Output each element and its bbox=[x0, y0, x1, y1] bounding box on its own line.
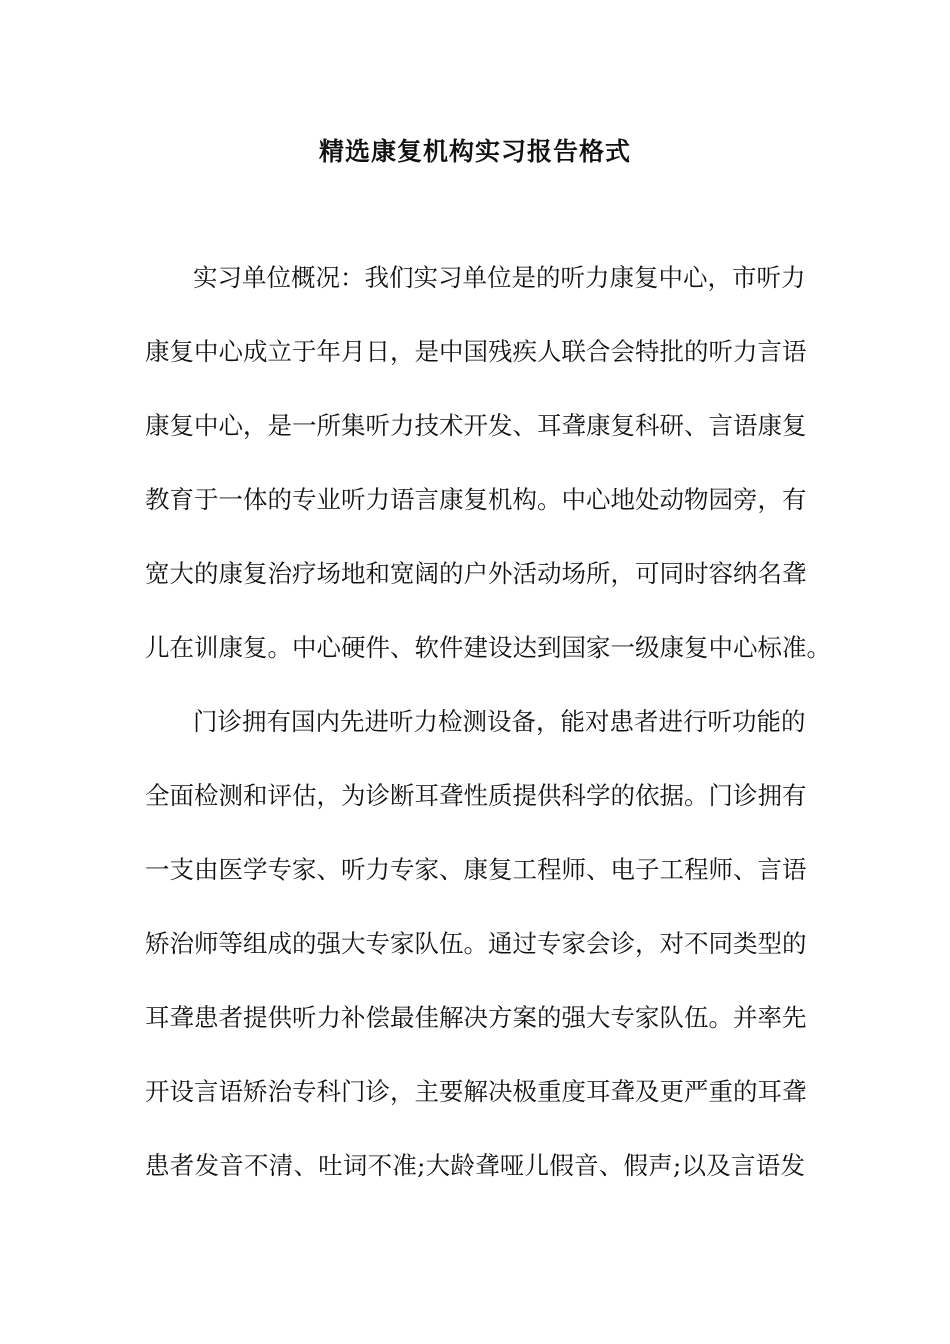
paragraph-line: 教育于一体的专业听力语言康复机构。中心地处动物园旁，有 bbox=[145, 485, 807, 514]
paragraph-line: 儿在训康复。中心硬件、软件建设达到国家一级康复中心标准。 bbox=[145, 633, 831, 662]
document-title: 精选康复机构实习报告格式 bbox=[318, 137, 631, 166]
paragraph-line: 宽大的康复治疗场地和宽阔的户外活动场所，可同时容纳名聋 bbox=[145, 559, 807, 588]
paragraph-line: 门诊拥有国内先进听力检测设备，能对患者进行听功能的 bbox=[193, 707, 806, 736]
document-body bbox=[145, 256, 831, 1218]
paragraph-line: 康复中心成立于年月日，是中国残疾人联合会特批的听力言语 bbox=[145, 337, 807, 366]
paragraph-line: 患者发音不清、吐词不准;大龄聋哑儿假音、假声;以及言语发 bbox=[145, 1151, 805, 1180]
paragraph-line: 耳聋患者提供听力补偿最佳解决方案的强大专家队伍。并率先 bbox=[145, 1003, 807, 1032]
paragraph-line: 矫治师等组成的强大专家队伍。通过专家会诊，对不同类型的 bbox=[145, 929, 807, 958]
paragraph-line: 康复中心，是一所集听力技术开发、耳聋康复科研、言语康复 bbox=[145, 411, 807, 440]
paragraph-line: 全面检测和评估，为诊断耳聋性质提供科学的依据。门诊拥有 bbox=[145, 781, 807, 810]
paragraph-line: 实习单位概况：我们实习单位是的听力康复中心，市听力 bbox=[193, 263, 806, 292]
paragraph-line: 开设言语矫治专科门诊，主要解决极重度耳聋及更严重的耳聋 bbox=[145, 1077, 807, 1106]
paragraph-line: 一支由医学专家、听力专家、康复工程师、电子工程师、言语 bbox=[145, 855, 807, 884]
